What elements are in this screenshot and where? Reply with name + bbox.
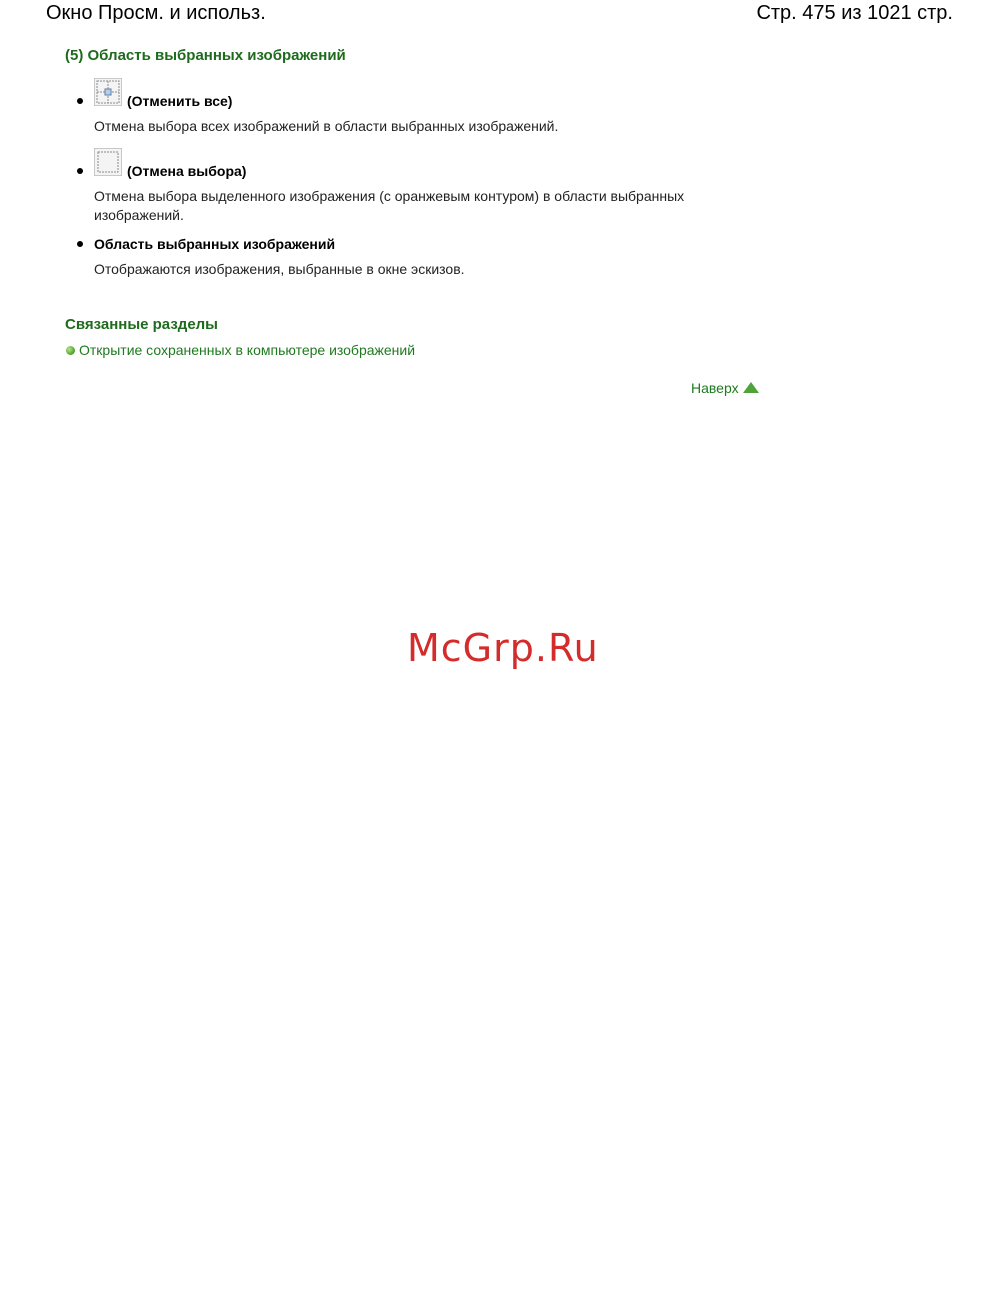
back-to-top-link[interactable] bbox=[691, 380, 759, 396]
bullet-icon bbox=[77, 241, 83, 247]
deselect-all-label: (Отменить все) bbox=[127, 93, 233, 109]
header-title: Окно Просм. и использ. bbox=[46, 2, 266, 24]
page-counter: Стр. 475 из 1021 стр. bbox=[756, 2, 953, 24]
deselect-all-icon bbox=[94, 78, 122, 106]
selected-area-label: Область выбранных изображений bbox=[94, 236, 336, 252]
related-link-open-images[interactable] bbox=[66, 342, 415, 358]
related-topics-title: Связанные разделы bbox=[65, 316, 218, 333]
watermark: McGrp.Ru bbox=[407, 626, 599, 670]
green-dot-icon bbox=[66, 346, 75, 355]
related-link-label: Открытие сохраненных в компьютере изображений bbox=[79, 342, 416, 358]
item-description: Отмена выбора всех изображений в области выбранных изображений. bbox=[94, 118, 559, 134]
bullet-icon bbox=[77, 168, 83, 174]
up-arrow-icon bbox=[743, 382, 759, 393]
bullet-icon bbox=[77, 98, 83, 104]
item-description: Отмена выбора выделенного изображения (с оранжевым контуром) в области выбранных изображений. bbox=[94, 188, 685, 223]
item-description: Отображаются изображения, выбранные в окне эскизов. bbox=[94, 261, 465, 277]
deselect-icon bbox=[94, 148, 122, 176]
section-title: (5) Область выбранных изображений bbox=[65, 47, 346, 64]
page-header bbox=[0, 0, 1000, 30]
back-to-top-label: Наверх bbox=[691, 380, 739, 396]
deselect-label: (Отмена выбора) bbox=[127, 163, 247, 179]
